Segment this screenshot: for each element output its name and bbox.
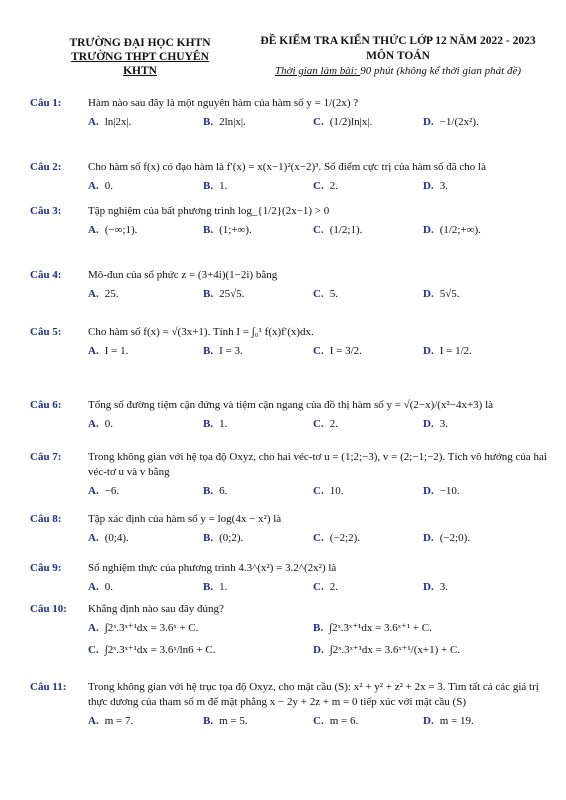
option-value: 5√5. xyxy=(439,288,460,300)
option-value: 3. xyxy=(439,581,448,593)
answer-option-d[interactable] xyxy=(423,223,481,238)
option-value: ln|2x|. xyxy=(104,116,132,128)
answer-option-d[interactable] xyxy=(423,417,448,432)
option-value: I = 3/2. xyxy=(329,345,362,357)
answer-option-c[interactable] xyxy=(313,223,362,238)
option-value: 0. xyxy=(104,581,113,593)
answer-options xyxy=(88,621,550,639)
option-letter: A. xyxy=(88,485,99,497)
answer-option-b[interactable] xyxy=(203,417,227,432)
option-letter: C. xyxy=(313,180,324,192)
school-name-1: TRƯỜNG ĐẠI HỌC KHTN xyxy=(69,37,211,49)
answer-option-d[interactable] xyxy=(423,484,460,499)
option-letter: B. xyxy=(203,180,214,192)
option-value: 6. xyxy=(219,485,228,497)
option-value: 1. xyxy=(219,180,228,192)
answer-option-d[interactable] xyxy=(423,115,479,130)
answer-option-d[interactable] xyxy=(423,179,448,194)
option-letter: B. xyxy=(203,418,214,430)
option-letter: D. xyxy=(423,224,434,236)
option-letter: C. xyxy=(313,418,324,430)
option-value: 1. xyxy=(219,418,228,430)
option-letter: C. xyxy=(313,288,324,300)
answer-options xyxy=(88,643,550,661)
answer-option-b[interactable] xyxy=(313,621,432,636)
option-value: (0;4). xyxy=(104,532,129,544)
answer-option-a[interactable] xyxy=(88,344,128,359)
option-letter: B. xyxy=(203,485,214,497)
option-value: (1/2;+∞). xyxy=(439,224,481,236)
option-letter: D. xyxy=(423,288,434,300)
option-letter: D. xyxy=(423,532,434,544)
answer-options xyxy=(88,287,550,305)
option-value: (1/2;1). xyxy=(329,224,363,236)
option-letter: B. xyxy=(203,116,214,128)
question-number: Câu 7: xyxy=(30,451,62,463)
option-letter: C. xyxy=(313,116,324,128)
question-number: Câu 4: xyxy=(30,269,62,281)
answer-option-a[interactable] xyxy=(88,417,113,432)
option-value: 25. xyxy=(104,288,119,300)
question-5 xyxy=(30,325,550,362)
answer-option-b[interactable] xyxy=(203,179,227,194)
option-letter: A. xyxy=(88,581,99,593)
answer-option-a[interactable] xyxy=(88,287,118,302)
header-right xyxy=(248,34,548,79)
option-value: m = 5. xyxy=(219,715,248,727)
option-value: m = 6. xyxy=(329,715,359,727)
option-letter: A. xyxy=(88,224,99,236)
answer-options xyxy=(88,580,550,598)
answer-option-a[interactable] xyxy=(88,531,129,546)
option-value: −1/(2x²). xyxy=(439,116,479,128)
option-letter: C. xyxy=(313,715,324,727)
question-number: Câu 2: xyxy=(30,161,62,173)
option-value: I = 1/2. xyxy=(439,345,472,357)
answer-option-b[interactable] xyxy=(203,344,243,359)
question-8 xyxy=(30,512,550,549)
question-number: Câu 1: xyxy=(30,97,62,109)
option-letter: A. xyxy=(88,345,99,357)
option-letter: A. xyxy=(88,116,99,128)
option-letter: A. xyxy=(88,622,99,634)
exam-subject: MÔN TOÁN xyxy=(366,50,430,62)
option-letter: D. xyxy=(423,715,434,727)
option-value: 2. xyxy=(329,581,338,593)
exam-title: ĐỀ KIỂM TRA KIẾN THỨC LỚP 12 NĂM 2022 - 2023 xyxy=(260,35,536,47)
question-text: Số nghiệm thực của phương trình 4.3^(x²) = 3.2^(2x²) là xyxy=(88,562,337,574)
question-10 xyxy=(30,602,550,661)
question-number: Câu 3: xyxy=(30,205,62,217)
option-letter: A. xyxy=(88,418,99,430)
option-letter: C. xyxy=(313,532,324,544)
option-letter: D. xyxy=(423,116,434,128)
option-value: (1;+∞). xyxy=(219,224,252,236)
answer-options xyxy=(88,115,550,133)
answer-options xyxy=(88,417,550,435)
option-letter: D. xyxy=(423,418,434,430)
option-value: I = 3. xyxy=(219,345,243,357)
answer-option-a[interactable] xyxy=(88,714,133,729)
option-value: I = 1. xyxy=(104,345,129,357)
answer-options xyxy=(88,179,550,197)
option-value: 10. xyxy=(329,485,344,497)
question-7 xyxy=(30,450,550,502)
question-4 xyxy=(30,268,550,305)
option-letter: B. xyxy=(203,532,214,544)
exam-time xyxy=(248,64,548,79)
question-6 xyxy=(30,398,550,435)
option-letter: C. xyxy=(313,224,324,236)
answer-option-b[interactable] xyxy=(203,287,244,302)
answer-options xyxy=(88,531,550,549)
question-text: Tổng số đường tiệm cận đứng và tiệm cận ngang của đồ thị hàm số y = √(2−x)/(x²−4x+3) là xyxy=(88,399,494,411)
question-text: Mô-đun của số phức z = (3+4i)(1−2i) bằng xyxy=(88,269,278,281)
question-text: Hàm nào sau đây là một nguyên hàm của hàm số y = 1/(2x) ? xyxy=(88,97,359,109)
option-value: 0. xyxy=(104,180,113,192)
question-11 xyxy=(30,680,550,732)
question-2 xyxy=(30,160,550,197)
option-value: −6. xyxy=(104,485,120,497)
answer-option-c[interactable] xyxy=(313,484,343,499)
answer-option-b[interactable] xyxy=(203,223,252,238)
option-letter: A. xyxy=(88,180,99,192)
answer-option-a[interactable] xyxy=(88,115,131,130)
question-3 xyxy=(30,204,550,241)
answer-options xyxy=(88,223,550,241)
option-value: (−2;0). xyxy=(439,532,471,544)
answer-option-b[interactable] xyxy=(203,714,248,729)
option-value: 1. xyxy=(219,581,228,593)
option-letter: D. xyxy=(423,581,434,593)
question-text: Cho hàm số f(x) = √(3x+1). Tính I = ∫₀¹ f(x)f′(x)dx. xyxy=(88,326,314,338)
question-number: Câu 6: xyxy=(30,399,62,411)
option-value: 2. xyxy=(329,180,338,192)
option-letter: D. xyxy=(423,345,434,357)
option-letter: B. xyxy=(203,224,214,236)
answer-option-a[interactable] xyxy=(88,484,119,499)
answer-option-b[interactable] xyxy=(203,580,227,595)
answer-options xyxy=(88,484,550,502)
answer-option-c[interactable] xyxy=(313,714,358,729)
answer-option-c[interactable] xyxy=(313,344,362,359)
answer-option-d[interactable] xyxy=(423,580,448,595)
option-value: (1/2)ln|x|. xyxy=(329,116,373,128)
answer-option-c[interactable] xyxy=(313,580,338,595)
option-letter: A. xyxy=(88,532,99,544)
option-letter: B. xyxy=(313,622,324,634)
option-letter: D. xyxy=(313,644,324,656)
question-number: Câu 10: xyxy=(30,603,67,615)
option-value: 0. xyxy=(104,418,113,430)
question-text: Trong không gian với hệ trục tọa độ Oxyz, cho mặt cầu (S): x² + y² + z² + 2x = 3. Tìm tất cả các giá trị thực dương của tham số m để mặt phẳng x − 2y + 2z + m = 0 tiếp xúc với mặt cầu (S) xyxy=(88,681,539,708)
answer-option-b[interactable] xyxy=(203,484,227,499)
time-prefix: Thời gian làm bài: xyxy=(274,65,361,77)
question-text: Tập xác định của hàm số y = log(4x − x²) là xyxy=(88,513,282,525)
time-value: 90 phút (không kể thời gian phát đề) xyxy=(360,65,522,77)
answer-option-c[interactable] xyxy=(313,417,338,432)
answer-option-a[interactable] xyxy=(88,223,137,238)
answer-option-d[interactable] xyxy=(423,714,474,729)
question-number: Câu 11: xyxy=(30,681,67,693)
answer-option-a[interactable] xyxy=(88,179,113,194)
answer-option-b[interactable] xyxy=(203,115,246,130)
question-text: Tập nghiệm của bất phương trình log_{1/2}(2x−1) > 0 xyxy=(88,205,330,217)
option-value: (−∞;1). xyxy=(104,224,138,236)
option-value: ∫2ˣ.3ˣ⁺¹dx = 3.6ˣ⁺¹ + C. xyxy=(329,622,432,634)
answer-option-c[interactable] xyxy=(313,179,338,194)
option-value: 5. xyxy=(329,288,338,300)
option-letter: C. xyxy=(313,345,324,357)
option-letter: B. xyxy=(203,715,214,727)
option-letter: B. xyxy=(203,345,214,357)
question-text: Khẳng định nào sau đây đúng? xyxy=(88,603,224,615)
answer-option-c[interactable] xyxy=(88,643,215,658)
option-value: 3. xyxy=(439,180,448,192)
option-value: 3. xyxy=(439,418,448,430)
answer-option-d[interactable] xyxy=(423,344,472,359)
option-value: ∫2ˣ.3ˣ⁺¹dx = 3.6ˣ/ln6 + C. xyxy=(104,644,216,656)
answer-option-d[interactable] xyxy=(423,531,470,546)
answer-option-c[interactable] xyxy=(313,531,360,546)
header-left xyxy=(60,36,220,78)
option-letter: C. xyxy=(88,644,99,656)
option-value: (0;2). xyxy=(219,532,244,544)
option-letter: D. xyxy=(423,485,434,497)
option-value: 25√5. xyxy=(219,288,245,300)
option-letter: A. xyxy=(88,715,99,727)
option-letter: C. xyxy=(313,485,324,497)
question-9 xyxy=(30,561,550,598)
answer-option-d[interactable] xyxy=(313,643,460,658)
answer-option-a[interactable] xyxy=(88,621,198,636)
option-letter: A. xyxy=(88,288,99,300)
school-name-2: TRƯỜNG THPT CHUYÊN KHTN xyxy=(71,51,209,77)
option-letter: C. xyxy=(313,581,324,593)
question-number: Câu 5: xyxy=(30,326,62,338)
answer-option-a[interactable] xyxy=(88,580,113,595)
option-letter: D. xyxy=(423,180,434,192)
option-value: 2. xyxy=(329,418,338,430)
option-value: −10. xyxy=(439,485,460,497)
answer-options xyxy=(88,344,550,362)
question-text: Cho hàm số f(x) có đạo hàm là f′(x) = x(x−1)²(x−2)³. Số điểm cực trị của hàm số đã cho là xyxy=(88,161,486,173)
question-1 xyxy=(30,96,550,133)
option-value: m = 7. xyxy=(104,715,134,727)
answer-option-c[interactable] xyxy=(313,115,372,130)
question-text: Trong không gian với hệ tọa độ Oxyz, cho hai véc-tơ u = (1;2;−3), v = (2;−1;−2). Tích vô hướng của hai véc-tơ u và v bằng xyxy=(88,451,547,478)
answer-option-c[interactable] xyxy=(313,287,338,302)
question-number: Câu 8: xyxy=(30,513,62,525)
question-number: Câu 9: xyxy=(30,562,62,574)
option-letter: B. xyxy=(203,288,214,300)
answer-option-d[interactable] xyxy=(423,287,460,302)
answer-options xyxy=(88,714,550,732)
option-value: m = 19. xyxy=(439,715,474,727)
answer-option-b[interactable] xyxy=(203,531,243,546)
option-letter: B. xyxy=(203,581,214,593)
option-value: (−2;2). xyxy=(329,532,361,544)
option-value: ∫2ˣ.3ˣ⁺¹dx = 3.6ˣ + C. xyxy=(104,622,199,634)
option-value: ∫2ˣ.3ˣ⁺¹dx = 3.6ˣ⁺¹/(x+1) + C. xyxy=(329,644,461,656)
option-value: 2ln|x|. xyxy=(219,116,246,128)
